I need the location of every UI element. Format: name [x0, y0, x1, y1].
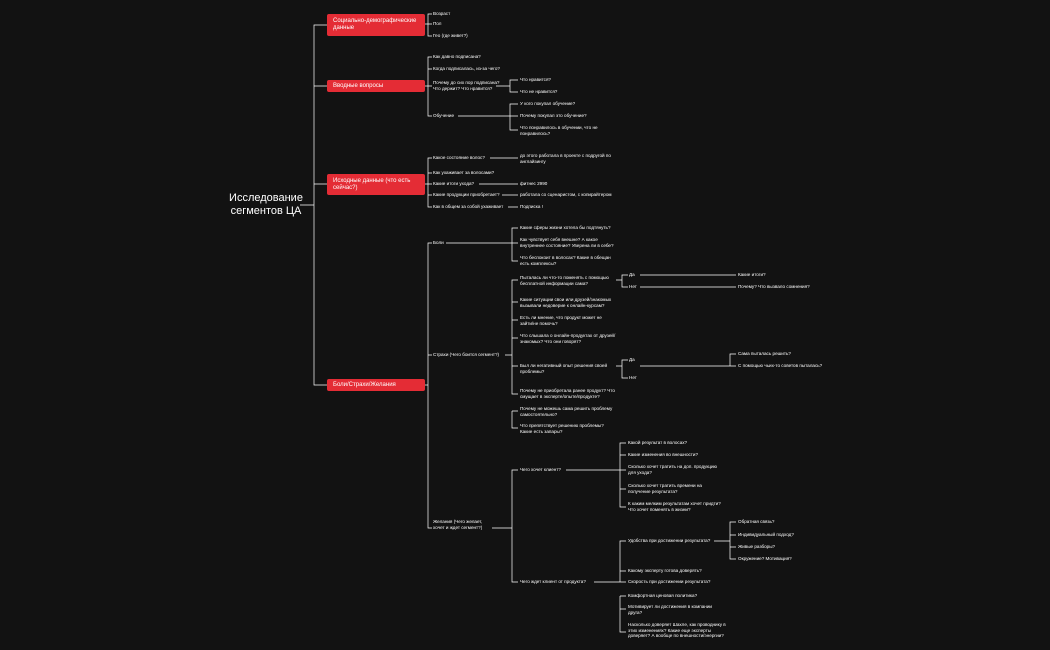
fear-why-not-bought[interactable]: Почему не приобретала ранее продукт? Что смущает в эксперте/опыте/продукте? [520, 388, 615, 399]
fear-why-not-self[interactable]: Почему не можешь сама решить проблему самостоятельно? [520, 406, 613, 417]
pain-hair-worries[interactable]: Что беспокоит в волосах? Какие в обещан есть комплексы? [520, 255, 611, 266]
answer-scriptwriter[interactable]: работала со сценаристом, с копирайтером [520, 192, 612, 197]
fear-obstacles[interactable]: Что препятствует решению проблемы? Какие есть запары? [520, 423, 604, 434]
group-desires[interactable]: Желания (Чего желает, хочет и ждет сегмент?) [433, 519, 483, 530]
leaf-training[interactable]: Обучение [433, 113, 455, 118]
expect-trust[interactable]: Насколько доверяет Шахле, как проводнику в этих изменениях? Какие еще эксперты доверяет? А вообще по внешности/энергии? [628, 622, 726, 639]
leaf-hair-care[interactable]: Как ухаживает за волосами? [433, 170, 495, 175]
leaf-training-feedback[interactable]: Что понравилось в обучении, что не понравилось? [520, 125, 598, 136]
no-1[interactable]: Нет [629, 284, 637, 289]
leaf-gender[interactable]: Пол [433, 21, 442, 26]
node-initial-data[interactable]: Исходные данные (что есть сейчас?) [327, 174, 425, 195]
leaf-self-care[interactable]: Как в общем за собой ухаживает [433, 204, 504, 209]
leaf-likes[interactable]: Что нравится? [520, 77, 551, 82]
yes-1[interactable]: Да [629, 272, 635, 277]
expect-pricing[interactable]: Комфортная ценовая политика? [628, 593, 698, 598]
desire-expects[interactable]: Чего ждет клиент от продукта? [520, 579, 586, 584]
fear-negative-exp[interactable]: Был ли негативный опыт решения своей проблемы? [520, 363, 608, 374]
desire-wants[interactable]: Чего хочет клиент? [520, 467, 561, 472]
fear-free-info[interactable]: Пыталась ли что-то поменять с помощью бесплатной информации сама? [520, 275, 609, 286]
answer-fitness[interactable]: фитнес 2990 [520, 181, 548, 186]
fear-self-try[interactable]: Сама пыталась решить? [738, 351, 791, 356]
leaf-why-still[interactable]: Почему до сих пор подписана? Что держит? Что нравится? [433, 80, 500, 91]
pain-self-feeling[interactable]: Как чувствует себя внешне? А какое внутреннее состояние? Уверена ли в себе? [520, 237, 614, 248]
fear-heard[interactable]: Что слышала о онлайн-продуктах от друзей/знакомых? Что они говорят? [520, 333, 616, 344]
leaf-hair-state[interactable]: Какое состояние волос? [433, 155, 485, 160]
fear-doubts[interactable]: Почему? Что вызвало сомнения? [738, 284, 810, 289]
leaf-geo[interactable]: Гео (где живет?) [433, 33, 468, 38]
leaf-products[interactable]: Какие продукции приобретает? [433, 192, 500, 197]
root-topic[interactable]: Исследование сегментов ЦА [229, 192, 303, 217]
pain-life-areas[interactable]: Какие сферы жизни хотела бы подтянуть? [520, 225, 611, 230]
want-appearance[interactable]: Какие изменения во внешности? [628, 452, 699, 457]
fear-not-help[interactable]: Есть ли мнение, что продукт может не зайти/не помочь? [520, 315, 602, 326]
no-2[interactable]: Нет [629, 375, 637, 380]
want-hair-result[interactable]: Какой результат в волосах? [628, 440, 688, 445]
want-spend-products[interactable]: Сколько хочет тратить на доп. продукцию для ухода? [628, 464, 717, 475]
node-pains-fears-desires[interactable]: Боли/Страхи/Желания [327, 379, 425, 391]
leaf-age[interactable]: Возраст [433, 11, 451, 16]
leaf-how-long[interactable]: Как давно подписана? [433, 54, 481, 59]
node-intro-questions[interactable]: Вводные вопросы [327, 80, 425, 92]
answer-project[interactable]: до этого работала в проекте с подругой по англайзингу [520, 153, 611, 164]
want-spend-time[interactable]: Сколько хочет тратить времени на получение результата? [628, 483, 702, 494]
leaf-care-results[interactable]: Какие итоги ухода? [433, 181, 475, 186]
answer-subscription[interactable]: Подписка ! [520, 204, 544, 209]
comfort-individual[interactable]: Индивидуальный подход? [738, 532, 794, 537]
comfort-environment[interactable]: Окружение? Мотивация? [738, 556, 792, 561]
want-small-results[interactable]: К каким мелким результатам хочет придти? Что хочет поменять в жизни? [628, 501, 721, 512]
expect-friend-motivation[interactable]: Мотивирует ли достижения в компании друга? [628, 604, 712, 615]
leaf-who-training[interactable]: У кого покупал обучение? [520, 101, 576, 106]
node-socio-demographic[interactable]: Социально-демографические данные [327, 14, 425, 36]
comfort-feedback[interactable]: Обратная связь? [738, 519, 775, 524]
expect-speed[interactable]: Скорость при достижении результата? [628, 579, 711, 584]
leaf-why-training[interactable]: Почему покупал это обучение? [520, 113, 587, 118]
group-fears[interactable]: Страхи (Чего боится сегмент?) [433, 352, 500, 357]
expect-expert[interactable]: Какому эксперту готова доверять? [628, 568, 702, 573]
leaf-dislikes[interactable]: Что не нравится? [520, 89, 558, 94]
fear-distrust[interactable]: Какие ситуации свои или друзей/знакомых вызывали недоверие к онлайн-курсам? [520, 297, 612, 308]
group-pains[interactable]: Боли [433, 240, 444, 245]
expect-convenience[interactable]: Удобства при достижении результата? [628, 538, 711, 543]
fear-results[interactable]: Какие итоги? [738, 272, 766, 277]
fear-advice-try[interactable]: С помощью чьих-то советов пыталась? [738, 363, 823, 368]
comfort-live[interactable]: Живые разборы? [738, 544, 776, 549]
yes-2[interactable]: Да [629, 357, 635, 362]
leaf-when-subscribed[interactable]: Когда подписалась, из-за чего? [433, 66, 500, 71]
